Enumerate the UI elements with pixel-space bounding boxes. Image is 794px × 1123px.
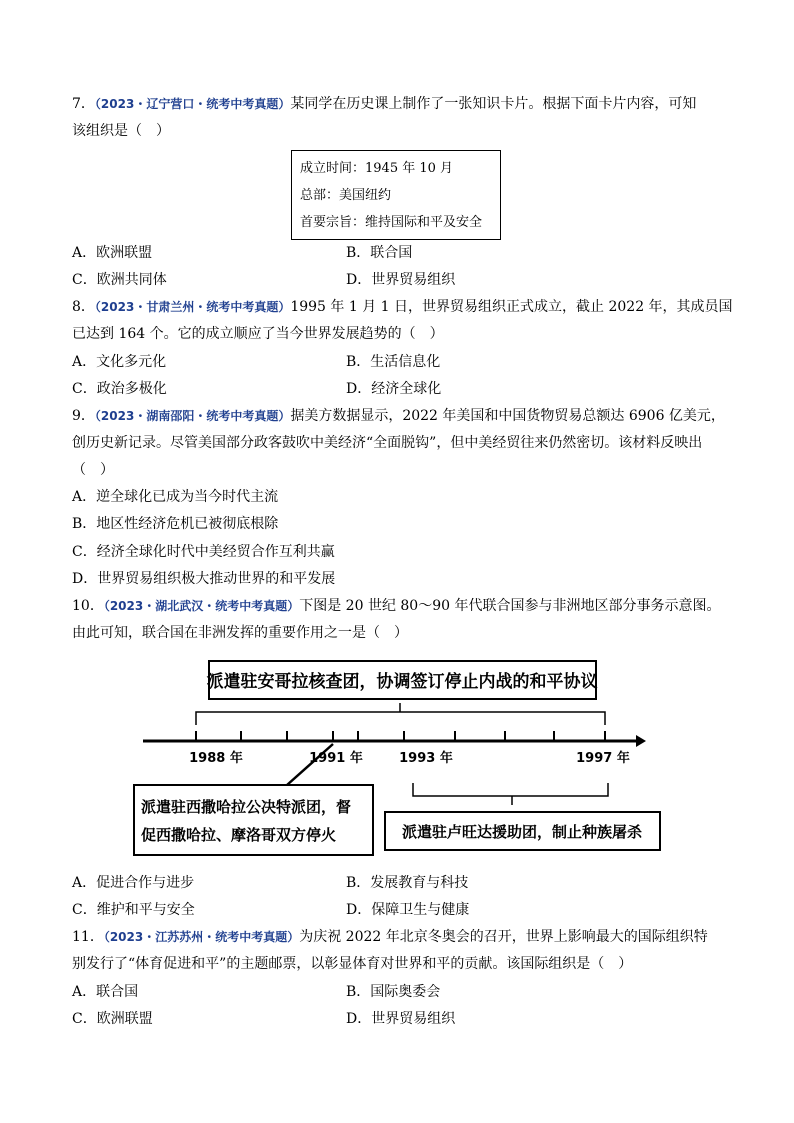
q9-option-d[interactable]: D．世界贸易组织极大推动世界的和平发展 [72,571,336,587]
axis-arrow [636,735,646,747]
right-event-label: 派遣驻卢旺达援助团，制止种族屠杀 [401,823,643,841]
question-number: 8． [72,299,95,315]
q11-stem-line1 [72,927,708,947]
year-label-1997: 1997 年 [576,751,630,766]
question-text: 据美方数据显示，2022 年美国和中国货物贸易总额达 6906 亿美元， [290,408,725,424]
q8-option-b[interactable]: B．生活信息化 [346,354,441,370]
q8-option-c[interactable]: C．政治多极化 [72,381,167,397]
q8-stem-line2: 已达到 164 个。它的成立顺应了当今世界发展趋势的（ ） [72,326,444,342]
q11-option-d[interactable]: D．世界贸易组织 [346,1011,456,1027]
year-label-1988: 1988 年 [189,751,243,766]
question-number: 10． [72,598,104,614]
question-source: （2023・江苏苏州・统考中考真题） [103,930,300,944]
card-line: 成立时间：1945 年 10 月 [300,161,454,176]
year-label-1993: 1993 年 [399,751,453,766]
q7-option-d[interactable]: D．世界贸易组织 [346,272,456,288]
q7-option-c[interactable]: C．欧洲共同体 [72,272,167,288]
q7-option-a[interactable]: A．欧洲联盟 [72,245,153,261]
q11-option-c[interactable]: C．欧洲联盟 [72,1011,153,1027]
question-text: 为庆祝 2022 年北京冬奥会的召开，世界上影响最大的国际组织特 [299,929,708,945]
bottom-brace [413,783,608,805]
question-text: 1995 年 1 月 1 日，世界贸易组织正式成立，截止 2022 年，其成员国 [290,299,733,315]
question-source: （2023・湖南邵阳・统考中考真题） [94,409,291,423]
left-event-label-line1: 派遣驻西撒哈拉公决特派团，督 [141,798,352,816]
left-event-box [134,785,373,855]
year-label-1991: 1991 年 [309,751,363,766]
q11-stem-line2: 别发行了“体育促进和平”的主题邮票，以彰显体育对世界和平的贡献。该国际组织是（ ） [72,956,633,972]
q10-stem-line2: 由此可知，联合国在非洲发挥的重要作用之一是（ ） [72,625,408,641]
question-source: （2023・湖北武汉・统考中考真题） [103,599,300,613]
question-text: 下图是 20 世纪 80～90 年代联合国参与非洲地区部分事务示意图。 [299,598,721,614]
left-event-label-line2: 促西撒哈拉、摩洛哥双方停火 [141,826,337,844]
q9-stem-line3: （ ） [72,462,114,478]
question-text: 某同学在历史课上制作了一张知识卡片。根据下面卡片内容，可知 [290,96,697,112]
q10-option-d[interactable]: D．保障卫生与健康 [346,902,470,918]
q9-option-b[interactable]: B．地区性经济危机已被彻底根除 [72,516,279,532]
q8-option-a[interactable]: A．文化多元化 [72,354,167,370]
top-brace [196,703,605,725]
q9-option-a[interactable]: A．逆全球化已成为当今时代主流 [72,489,279,505]
question-source: （2023・辽宁营口・统考中考真题） [94,97,291,111]
question-source: （2023・甘肃兰州・统考中考真题） [94,300,291,314]
q10-option-b[interactable]: B．发展教育与科技 [346,875,469,891]
q7-option-b[interactable]: B．联合国 [346,245,413,261]
q10-option-a[interactable]: A．促进合作与进步 [72,875,195,891]
q8-option-d[interactable]: D．经济全球化 [346,381,442,397]
question-number: 9． [72,408,95,424]
question-number: 7． [72,96,95,112]
q9-stem-line2: 创历史新记录。尽管美国部分政客鼓吹中美经济“全面脱钩”，但中美经贸往来仍然密切。该材料反映出 [72,435,703,451]
q7-stem-line2: 该组织是（ ） [72,123,170,139]
card-line: 总部：美国纽约 [300,188,392,203]
q11-option-a[interactable]: A．联合国 [72,984,139,1000]
q10-option-c[interactable]: C．维护和平与安全 [72,902,195,918]
card-line: 首要宗旨：维持国际和平及安全 [300,215,483,230]
top-event-label: 派遣驻安哥拉核查团，协调签订停止内战的和平协议 [206,672,598,692]
question-number: 11． [72,929,104,945]
q9-option-c[interactable]: C．经济全球化时代中美经贸合作互利共赢 [72,544,335,560]
q11-option-b[interactable]: B．国际奥委会 [346,984,441,1000]
